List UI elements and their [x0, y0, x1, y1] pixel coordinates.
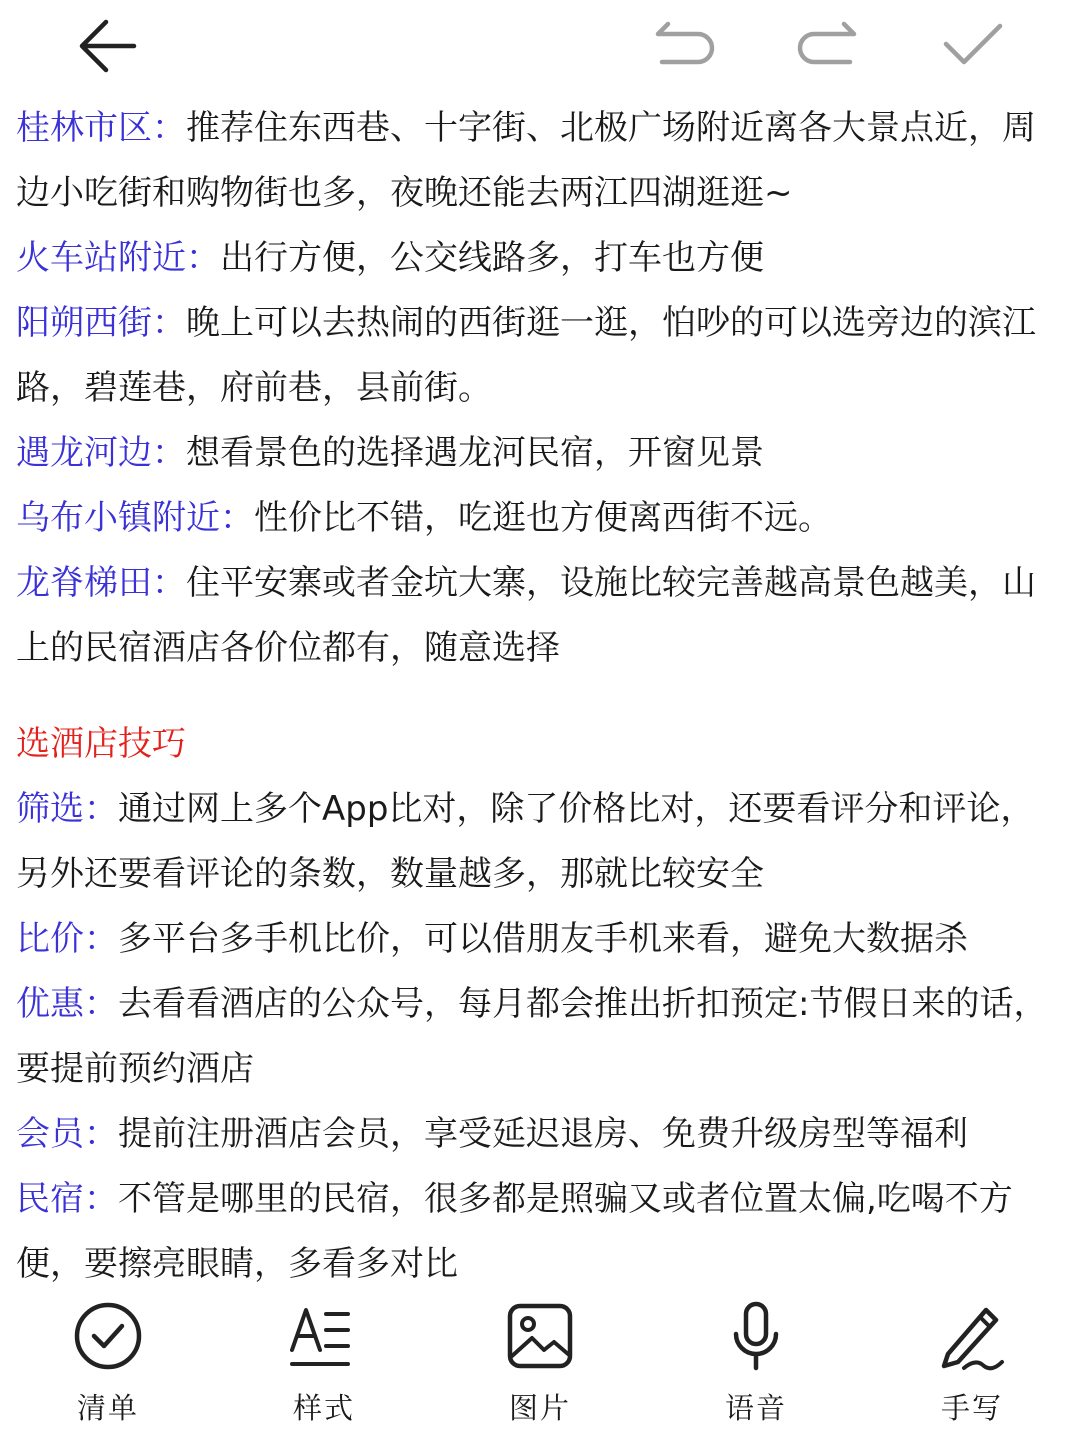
image-label: 图片 [508, 1391, 571, 1425]
item-text: 去看看酒店的公众号，每月都会推出折扣预定:节假日来的话，要提前预约酒店 [16, 984, 1048, 1089]
item-text: 晚上可以去热闹的西街逛一逛，怕吵的可以选旁边的滨江路，碧莲巷，府前巷，县前街。 [16, 303, 1036, 408]
spacer [16, 681, 1060, 712]
area-item-guilin [16, 96, 1060, 226]
area-item-yangshuo [16, 291, 1060, 421]
arrow-left-icon [76, 14, 140, 78]
text-style-label: 样式 [292, 1391, 355, 1425]
area-item-wubu-town [16, 486, 1060, 551]
tip-item-compare [16, 907, 1060, 972]
area-item-train-station [16, 226, 1060, 291]
bottom-toolbar [0, 1290, 1080, 1440]
item-text: 性价比不错，吃逛也方便离西街不远。 [254, 498, 832, 538]
handwriting-label: 手写 [940, 1391, 1003, 1425]
item-text: 不管是哪里的民宿，很多都是照骗又或者位置太偏,吃喝不方便，要擦亮眼睛，多看多对比 [16, 1179, 1013, 1284]
tip-item-filter [16, 777, 1060, 907]
item-label: 会员： [16, 1114, 118, 1154]
item-label: 火车站附近： [16, 238, 220, 278]
area-item-longji [16, 551, 1060, 681]
tip-item-member [16, 1102, 1060, 1167]
item-label: 阳朔西街： [16, 303, 186, 343]
item-label: 遇龙河边： [16, 433, 186, 473]
item-label: 桂林市区： [16, 108, 186, 148]
item-text: 住平安寨或者金坑大寨，设施比较完善越高景色越美，山上的民宿酒店各价位都有，随意选择 [16, 563, 1036, 668]
tip-item-discount [16, 972, 1060, 1102]
pen-icon [934, 1298, 1010, 1374]
item-text: 出行方便，公交线路多，打车也方便 [220, 238, 764, 278]
redo-button[interactable] [796, 14, 860, 78]
item-text: 多平台多手机比价，可以借朋友手机来看，避免大数据杀 [118, 919, 968, 959]
item-label: 乌布小镇附近： [16, 498, 254, 538]
section-title: 选酒店技巧 [16, 724, 186, 764]
top-toolbar [0, 0, 1080, 96]
item-label: 比价： [16, 919, 118, 959]
voice-label: 语音 [724, 1391, 787, 1425]
back-button[interactable] [76, 14, 140, 78]
item-label: 民宿： [16, 1179, 118, 1219]
checklist-icon [70, 1298, 146, 1374]
checkmark-icon [940, 14, 1004, 78]
voice-button[interactable] [686, 1290, 826, 1430]
undo-icon [652, 14, 716, 78]
item-text: 推荐住东西巷、十字街、北极广场附近离各大景点近，周边小吃街和购物街也多，夜晚还能去两江四湖逛逛~ [16, 108, 1036, 213]
checklist-button[interactable] [38, 1290, 178, 1430]
item-text: 想看景色的选择遇龙河民宿，开窗见景 [186, 433, 764, 473]
text-style-icon [286, 1298, 362, 1374]
text-style-button[interactable] [254, 1290, 394, 1430]
note-body[interactable] [16, 96, 1060, 1297]
item-label: 筛选： [16, 789, 118, 829]
done-button[interactable] [940, 14, 1004, 78]
image-icon [502, 1298, 578, 1374]
checklist-label: 清单 [76, 1391, 139, 1425]
item-label: 优惠： [16, 984, 118, 1024]
microphone-icon [718, 1298, 794, 1374]
item-text: 提前注册酒店会员，享受延迟退房、免费升级房型等福利 [118, 1114, 968, 1154]
image-button[interactable] [470, 1290, 610, 1430]
item-text: 通过网上多个App比对，除了价格比对，还要看评分和评论，另外还要看评论的条数，数量越多，那就比较安全 [16, 789, 1035, 894]
area-item-yulong-river [16, 421, 1060, 486]
redo-icon [796, 14, 860, 78]
item-label: 龙脊梯田： [16, 563, 186, 603]
undo-button[interactable] [652, 14, 716, 78]
tip-item-homestay [16, 1167, 1060, 1297]
handwriting-button[interactable] [902, 1290, 1042, 1430]
